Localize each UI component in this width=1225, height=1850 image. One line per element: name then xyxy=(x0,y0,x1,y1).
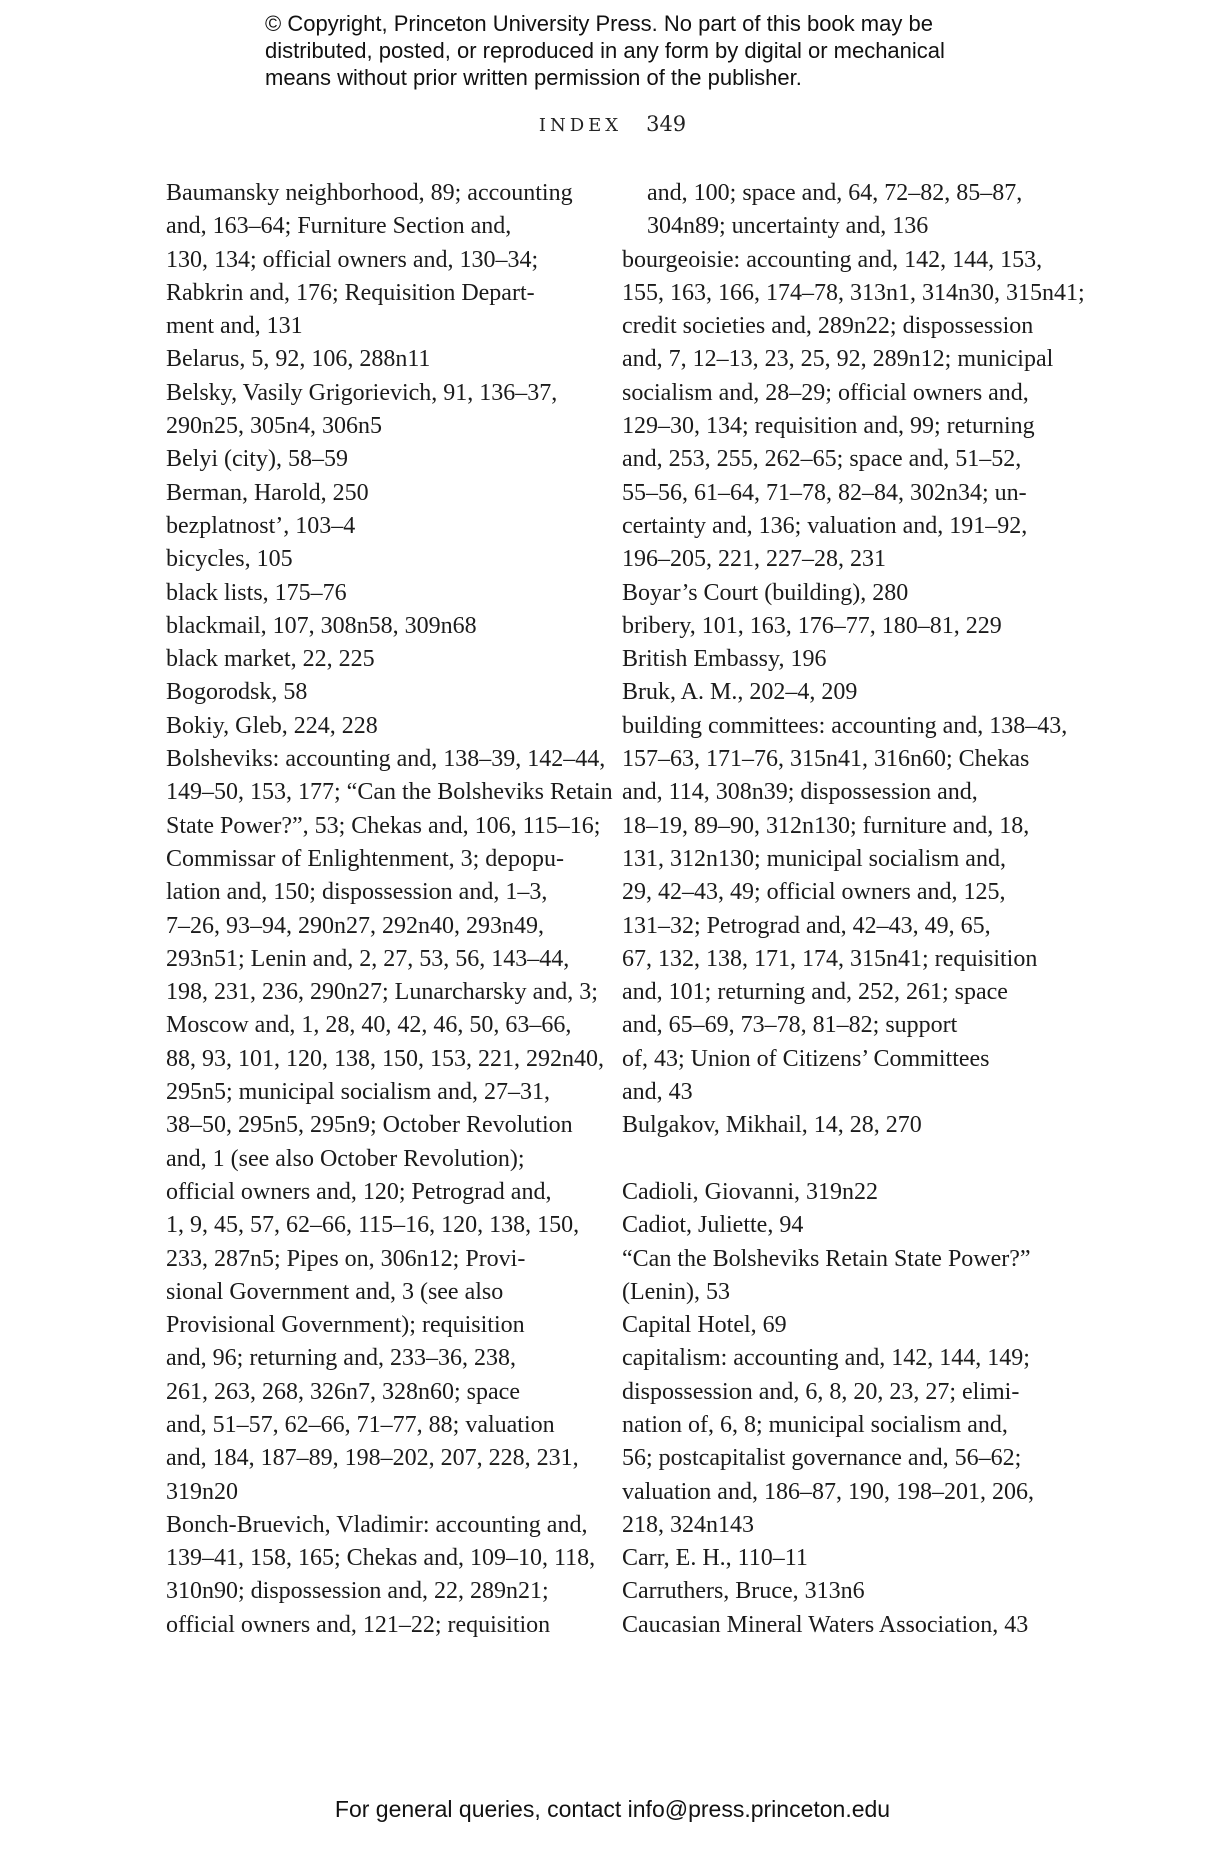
index-entry-line: Bogorodsk, 58 xyxy=(166,679,308,706)
index-entry-line: State Power?”, 53; Chekas and, 106, 115–16; xyxy=(166,812,601,839)
index-entry-line: 155, 163, 166, 174–78, 313n1, 314n30, 315n41; xyxy=(622,279,1085,306)
index-entry-line: 233, 287n5; Pipes on, 306n12; Provi- xyxy=(166,1245,526,1272)
index-entry-line: 139–41, 158, 165; Chekas and, 109–10, 118, xyxy=(166,1545,596,1572)
index-entry-line: British Embassy, 196 xyxy=(622,646,827,673)
index-entry-line: 304n89; uncertainty and, 136 xyxy=(647,213,929,240)
page-number: 349 xyxy=(646,112,687,136)
copyright-line: © Copyright, Princeton University Press. No part of this book may be xyxy=(265,11,933,36)
index-entry xyxy=(622,1609,1042,1642)
index-entry-line: and, 114, 308n39; dispossession and, xyxy=(622,779,978,806)
index-entry-line: 67, 132, 138, 171, 174, 315n41; requisition xyxy=(622,945,1038,972)
index-entry-line: 149–50, 153, 177; “Can the Bolsheviks Retain xyxy=(166,779,613,806)
index-entry xyxy=(622,1575,1042,1608)
index-entry-line: ment and, 131 xyxy=(166,313,303,340)
index-entry-line: Moscow and, 1, 28, 40, 42, 46, 50, 63–66, xyxy=(166,1012,572,1039)
index-entry-line: 129–30, 134; requisition and, 99; returning xyxy=(622,413,1035,440)
index-entry-line: valuation and, 186–87, 190, 198–201, 206, xyxy=(622,1478,1034,1505)
index-entry-line: 218, 324n143 xyxy=(622,1511,754,1538)
copyright-line: means without prior written permission of the publisher. xyxy=(265,65,802,90)
index-entry xyxy=(622,1209,1042,1242)
index-entry-line: bicycles, 105 xyxy=(166,546,293,573)
index-entry-line: socialism and, 28–29; official owners and, xyxy=(622,379,1029,406)
index-entry-line: building committees: accounting and, 138–43, xyxy=(622,712,1068,739)
index-entry xyxy=(166,343,586,376)
index-entry-line: Rabkrin and, 176; Requisition Depart- xyxy=(166,279,535,306)
index-entry-line: Bokiy, Gleb, 224, 228 xyxy=(166,712,378,739)
index-entry-line: and, 253, 255, 262–65; space and, 51–52, xyxy=(622,446,1022,473)
index-entry-line: Provisional Government); requisition xyxy=(166,1312,525,1339)
index-entry-line: certainty and, 136; valuation and, 191–92, xyxy=(622,512,1028,539)
index-entry-line: 131, 312n130; municipal socialism and, xyxy=(622,845,1006,872)
copyright-line: distributed, posted, or reproduced in any form by digital or mechanical xyxy=(265,38,945,63)
index-column-left xyxy=(166,177,613,1642)
index-entry xyxy=(166,710,586,743)
index-entry-line: 310n90; dispossession and, 22, 289n21; xyxy=(166,1578,549,1605)
index-entry-line: Berman, Harold, 250 xyxy=(166,479,369,506)
index-entry-line: Baumansky neighborhood, 89; accounting xyxy=(166,180,573,206)
index-entry-line: Capital Hotel, 69 xyxy=(622,1312,787,1339)
copyright-notice xyxy=(265,10,985,91)
index-entry xyxy=(622,610,1042,643)
index-entry-line: Bulgakov, Mikhail, 14, 28, 270 xyxy=(622,1112,922,1139)
index-entry-line: and, 1 (see also October Revolution); xyxy=(166,1145,525,1172)
index-column-right xyxy=(622,177,1085,1642)
index-entry-line: dispossession and, 6, 8, 20, 23, 27; elimi- xyxy=(622,1378,1020,1405)
index-entry-line: and, 163–64; Furniture Section and, xyxy=(166,213,512,240)
index-entry xyxy=(166,1509,596,1642)
index-entry-line: 290n25, 305n4, 306n5 xyxy=(166,413,382,440)
index-entry xyxy=(622,1342,1042,1542)
index-entry xyxy=(622,244,1085,577)
index-entry xyxy=(166,377,586,444)
index-entry xyxy=(166,510,586,543)
index-entry-line: credit societies and, 289n22; dispossession xyxy=(622,313,1034,340)
index-entry-line: 131–32; Petrograd and, 42–43, 49, 65, xyxy=(622,912,991,939)
index-entry-line: Bruk, A. M., 202–4, 209 xyxy=(622,679,858,706)
running-head-title: INDEX xyxy=(538,115,623,136)
index-entry-line: and, 51–57, 62–66, 71–77, 88; valuation xyxy=(166,1411,555,1438)
index-entry-line: Belsky, Vasily Grigorievich, 91, 136–37, xyxy=(166,379,558,406)
index-entry-line: Boyar’s Court (building), 280 xyxy=(622,579,909,606)
index-entry xyxy=(166,177,586,343)
index-entry-line: black market, 22, 225 xyxy=(166,646,375,673)
index-entry xyxy=(622,1176,1042,1209)
index-entry xyxy=(622,1542,1042,1575)
index-entry-line: and, 96; returning and, 233–36, 238, xyxy=(166,1345,516,1372)
index-entry-line: official owners and, 121–22; requisition xyxy=(166,1611,551,1638)
index-entry xyxy=(622,1243,1042,1310)
index-entry xyxy=(622,177,1042,244)
index-entry xyxy=(166,643,586,676)
footer-contact: For general queries, contact info@press.princeton.edu xyxy=(334,1796,891,1822)
index-entry-line: 29, 42–43, 49; official owners and, 125, xyxy=(622,879,1006,906)
index-entry-line: 198, 231, 236, 290n27; Lunarcharsky and, 3; xyxy=(166,979,598,1006)
index-entry-line: and, 101; returning and, 252, 261; space xyxy=(622,979,1008,1006)
index-entry-line: 1, 9, 45, 57, 62–66, 115–16, 120, 138, 150, xyxy=(166,1212,580,1239)
running-head xyxy=(0,112,1225,136)
index-entry xyxy=(166,443,586,476)
index-entry-line: official owners and, 120; Petrograd and, xyxy=(166,1178,552,1205)
index-entry-line: blackmail, 107, 308n58, 309n68 xyxy=(166,612,477,639)
index-entry-line: Cadioli, Giovanni, 319n22 xyxy=(622,1178,878,1205)
index-entry-line: 293n51; Lenin and, 2, 27, 53, 56, 143–44, xyxy=(166,945,570,972)
index-entry-line: 56; postcapitalist governance and, 56–62; xyxy=(622,1445,1022,1472)
index-entry-line: bezplatnost’, 103–4 xyxy=(166,512,356,539)
index-entry-line: 38–50, 295n5, 295n9; October Revolution xyxy=(166,1112,573,1139)
index-entry-line: Bonch-Bruevich, Vladimir: accounting and, xyxy=(166,1511,588,1538)
index-entry-line: 196–205, 221, 227–28, 231 xyxy=(622,546,886,573)
index-entry-line: and, 7, 12–13, 23, 25, 92, 289n12; municipal xyxy=(622,346,1054,373)
index-entry-line: black lists, 175–76 xyxy=(166,579,347,606)
index-entry-line: lation and, 150; dispossession and, 1–3, xyxy=(166,879,548,906)
index-entry xyxy=(166,577,586,610)
index-entry xyxy=(622,676,1042,709)
index-entry-line: bribery, 101, 163, 176–77, 180–81, 229 xyxy=(622,612,1002,639)
index-entry xyxy=(166,543,586,576)
index-entry xyxy=(622,577,1042,610)
index-entry-line: bourgeoisie: accounting and, 142, 144, 153, xyxy=(622,246,1043,273)
index-entry-line: nation of, 6, 8; municipal socialism and, xyxy=(622,1411,1008,1438)
index-entry xyxy=(622,643,1042,676)
index-entry-line: 157–63, 171–76, 315n41, 316n60; Chekas xyxy=(622,746,1030,773)
index-entry-line: and, 43 xyxy=(622,1079,693,1106)
index-entry-line: 261, 263, 268, 326n7, 328n60; space xyxy=(166,1378,520,1405)
index-entry xyxy=(622,710,1068,1110)
index-entry xyxy=(166,676,586,709)
index-entry-line: Cadiot, Juliette, 94 xyxy=(622,1212,804,1239)
index-entry-line: 18–19, 89–90, 312n130; furniture and, 18, xyxy=(622,812,1030,839)
index-entry-line: 319n20 xyxy=(166,1478,238,1505)
index-entry-line: (Lenin), 53 xyxy=(622,1278,730,1305)
index-entry xyxy=(166,477,586,510)
index-entry-line: Carr, E. H., 110–11 xyxy=(622,1545,808,1572)
index-entry-line: 55–56, 61–64, 71–78, 82–84, 302n34; un- xyxy=(622,479,1027,506)
index-entry-line: and, 65–69, 73–78, 81–82; support xyxy=(622,1012,958,1039)
index-entry-line: sional Government and, 3 (see also xyxy=(166,1278,504,1305)
index-entry-line: Caucasian Mineral Waters Association, 43 xyxy=(622,1611,1029,1638)
index-entry-line: 130, 134; official owners and, 130–34; xyxy=(166,246,539,273)
index-entry-line: Carruthers, Bruce, 313n6 xyxy=(622,1578,865,1605)
index-entry-line: Bolsheviks: accounting and, 138–39, 142–44, xyxy=(166,746,606,773)
index-entry xyxy=(622,1309,1042,1342)
index-entry-line: and, 100; space and, 64, 72–82, 85–87, xyxy=(647,180,1023,206)
index-entry-line: 7–26, 93–94, 290n27, 292n40, 293n49, xyxy=(166,912,544,939)
index-entry-line: capitalism: accounting and, 142, 144, 149; xyxy=(622,1345,1030,1372)
index-entry-line: 295n5; municipal socialism and, 27–31, xyxy=(166,1079,550,1106)
index-entry-line: Belyi (city), 58–59 xyxy=(166,446,348,473)
index-entry xyxy=(622,1109,1042,1142)
index-entry-line: and, 184, 187–89, 198–202, 207, 228, 231, xyxy=(166,1445,579,1472)
index-entry-line: Belarus, 5, 92, 106, 288n11 xyxy=(166,346,431,373)
index-entry-line: Commissar of Enlightenment, 3; depopu- xyxy=(166,845,564,872)
index-entry xyxy=(166,743,613,1509)
index-entry-line: 88, 93, 101, 120, 138, 150, 153, 221, 292n40, xyxy=(166,1045,604,1072)
index-entry-line: of, 43; Union of Citizens’ Committees xyxy=(622,1045,990,1072)
index-entry xyxy=(166,610,586,643)
index-entry-line: “Can the Bolsheviks Retain State Power?” xyxy=(622,1245,1031,1272)
